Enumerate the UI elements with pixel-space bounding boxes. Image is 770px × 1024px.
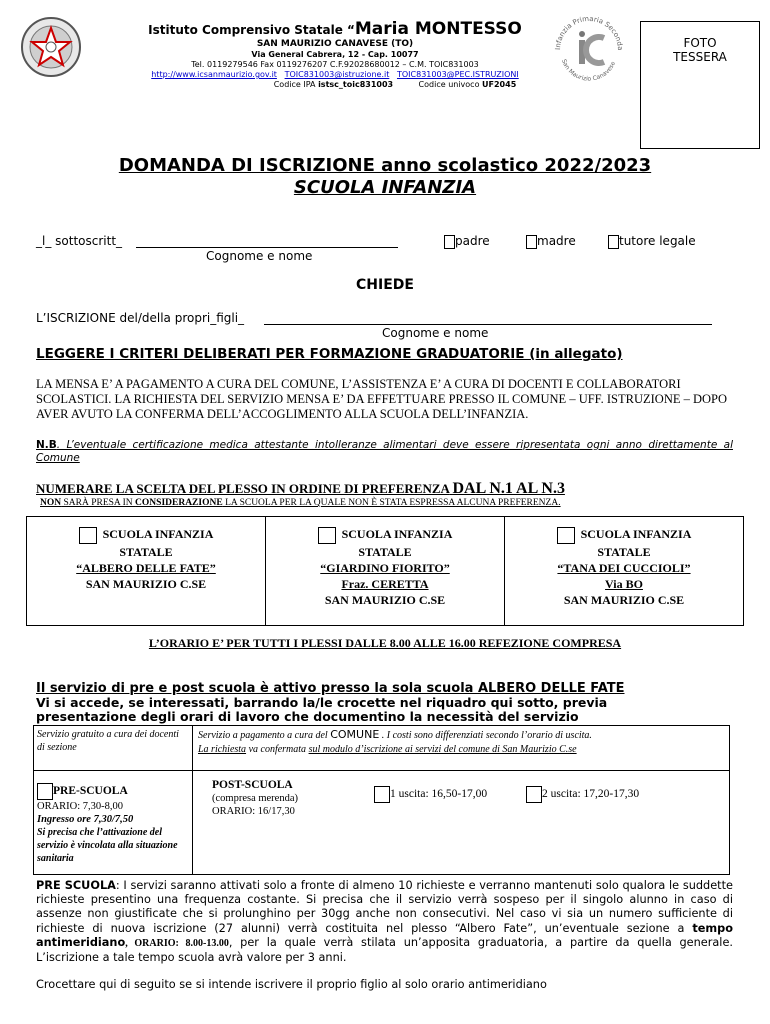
- option-tutore[interactable]: tutore legale: [608, 234, 696, 249]
- child-name-field[interactable]: [264, 324, 712, 325]
- scelta-note: NON SARÀ PRESA IN CONSIDERAZIONE LA SCUOLA PER LA QUALE NON È STATA ESPRESSA ALCUNA PREFERENZA.: [40, 498, 561, 508]
- scelta-heading: NUMERARE LA SCELTA DEL PLESSO IN ORDINE DI PREFERENZA DAL N.1 AL N.3: [36, 480, 565, 497]
- svg-text:Infanzia Primaria Secondaria: Infanzia Primaria Seconda: [553, 14, 625, 51]
- plesso-3-rank-box[interactable]: [557, 527, 575, 544]
- tutore-checkbox[interactable]: [608, 235, 619, 249]
- school-codes: Codice IPA istsc_toic831003 Codice univoco UF2045: [273, 80, 517, 89]
- post-scuola-block: POST-SCUOLA (compresa merenda) ORARIO: 16/17,30: [212, 779, 298, 817]
- signer-caption: Cognome e nome: [206, 249, 313, 263]
- email-link[interactable]: TOIC831003@istruzione.it: [284, 70, 390, 79]
- prepost-heading: Il servizio di pre e post scuola è attivo presso la sola scuola ALBERO DELLE FATE Vi si accede, se interessati, barrando la/le crocette nel riquadro qui sotto, previa presentazione degli orari di lavoro che documentino la necessità del servizio: [36, 681, 625, 724]
- mensa-nb: N.B. L’eventuale certificazione medica attestante intolleranze alimentari deve essere ripresentata ogni anno direttamente al Comune: [36, 439, 733, 464]
- ic-logo-icon: [552, 10, 626, 90]
- servizi-vdivider: [192, 726, 193, 874]
- plesso-albero-fate: SCUOLA INFANZIA STATALE “ALBERO DELLE FATE” SAN MAURIZIO C.SE: [27, 517, 266, 625]
- plesso-1-rank-box[interactable]: [79, 527, 97, 544]
- madre-checkbox[interactable]: [526, 235, 537, 249]
- option-madre[interactable]: madre: [526, 234, 576, 249]
- page-title: DOMANDA DI ISCRIZIONE anno scolastico 2022/2023 SCUOLA INFANZIA: [118, 155, 652, 198]
- option-padre[interactable]: padre: [444, 234, 490, 249]
- iscrizione-label: L’ISCRIZIONE del/della propri_figli_: [36, 311, 245, 325]
- mensa-text: LA MENSA E’ A PAGAMENTO A CURA DEL COMUNE, L’ASSISTENZA E’ A CURA DI DOCENTI E COLLABORATORI SCOLASTICI. LA RICHIESTA DEL SERVIZIO MENSA E’ DA EFFETTUARE PRESSO IL COMUNE – UFF. ISTRUZIONE – DOPO AVER AVUTO LA CONFERMA DELL’ACCOGLIMENTO ALLA SCUOLA DELL’INFANZIA.: [36, 377, 728, 421]
- plesso-giardino-fiorito: SCUOLA INFANZIA STATALE “GIARDINO FIORITO” Fraz. CERETTA SAN MAURIZIO C.SE: [266, 517, 505, 625]
- uscita-1-option[interactable]: 1 uscita: 16,50-17,00: [374, 786, 487, 803]
- signer-row: [36, 234, 756, 266]
- pre-scuola-checkbox[interactable]: [37, 783, 53, 800]
- website-link[interactable]: http://www.icsanmaurizio.gov.it: [151, 70, 277, 79]
- pec-link[interactable]: TOIC831003@PEC.ISTRUZIONI: [396, 70, 519, 79]
- iscrizione-row: [36, 311, 756, 341]
- padre-checkbox[interactable]: [444, 235, 455, 249]
- uscita-1-checkbox[interactable]: [374, 786, 390, 803]
- emblem-logo: [18, 14, 84, 80]
- school-header: [110, 20, 560, 90]
- republic-emblem-icon: [18, 14, 84, 80]
- uscita-2-checkbox[interactable]: [526, 786, 542, 803]
- plesso-tana-cuccioli: SCUOLA INFANZIA STATALE “TANA DEI CUCCIOLI” Via BO SAN MAURIZIO C.SE: [557, 527, 692, 607]
- iscrizione-caption: Cognome e nome: [382, 326, 489, 340]
- servizi-right-head: Servizio a pagamento a cura del COMUNE . I costi sono differenziati secondo l’orario di uscita. La richiesta va confermata sul modulo d’iscrizione ai servizi del comune di San Maurizio C.se: [198, 728, 592, 755]
- plessi-table: [26, 516, 744, 626]
- school-address: Via General Cabrera, 12 - Cap. 10077: [251, 50, 419, 59]
- school-links: [110, 70, 560, 80]
- servizi-table: [33, 725, 730, 875]
- photo-box: FOTO TESSERA: [640, 21, 760, 149]
- antimeridiano-instruction: Crocettare qui di seguito se si intende iscrivere il proprio figlio al solo orario antimeridiano: [36, 978, 547, 991]
- signer-label: _l_ sottoscritt_: [36, 234, 123, 248]
- uscita-2-option[interactable]: 2 uscita: 17,20-17,30: [526, 786, 639, 803]
- criteri-heading: LEGGERE I CRITERI DELIBERATI PER FORMAZIONE GRADUATORIE (in allegato): [36, 346, 623, 362]
- signer-name-field[interactable]: [136, 247, 398, 248]
- servizi-left-head: Servizio gratuito a cura dei docenti di sezione: [37, 729, 179, 753]
- school-city: SAN MAURIZIO CANAVESE (TO): [256, 39, 414, 49]
- ic-school-logo: [552, 10, 626, 90]
- svg-text:San Maurizio Canavese: San Maurizio Canavese: [560, 58, 618, 83]
- school-name: Istituto Comprensivo Statale “Maria MONTESSO: [148, 19, 522, 39]
- pre-scuola-text: PRE SCUOLA: I servizi saranno attivati solo a fronte di almeno 10 richieste e verranno mantenuti solo qualora le suddette richieste presentino una frequenza costante. Si precisa che il servizio verrà sospeso per il singolo alunno in caso di assenze non giustificate che si prolunghino per 30gg anche non consecutivi. Nel caso vi sia un numero sufficiente di richieste di nuova iscrizione (27 alunni) verrà costituita nel plesso “Albero Fate”, un’eventuale sezione a tempo antimeridiano, ORARIO: 8.00-13.00, per la quale verrà stilata un’apposita graduatoria, a partire da quella generale. L’iscrizione a tale tempo scuola avrà valore per 3 anni.: [36, 879, 733, 965]
- plesso-2-rank-box[interactable]: [318, 527, 336, 544]
- school-contacts: Tel. 0119279546 Fax 0119276207 C.F.92028680012 – C.M. TOIC831003: [191, 60, 479, 69]
- servizi-hdivider: [34, 770, 729, 771]
- pre-scuola-option[interactable]: PRE-SCUOLA ORARIO: 7,30-8,00 Ingresso ore 7,30/7,50 Si precisa che l’attivazione del servizio è vincolata alla situazione sanitaria: [37, 783, 189, 865]
- chiede-heading: CHIEDE: [356, 277, 414, 293]
- orario-note: L’ORARIO E’ PER TUTTI I PLESSI DALLE 8.00 ALLE 16.00 REFEZIONE COMPRESA: [148, 636, 622, 650]
